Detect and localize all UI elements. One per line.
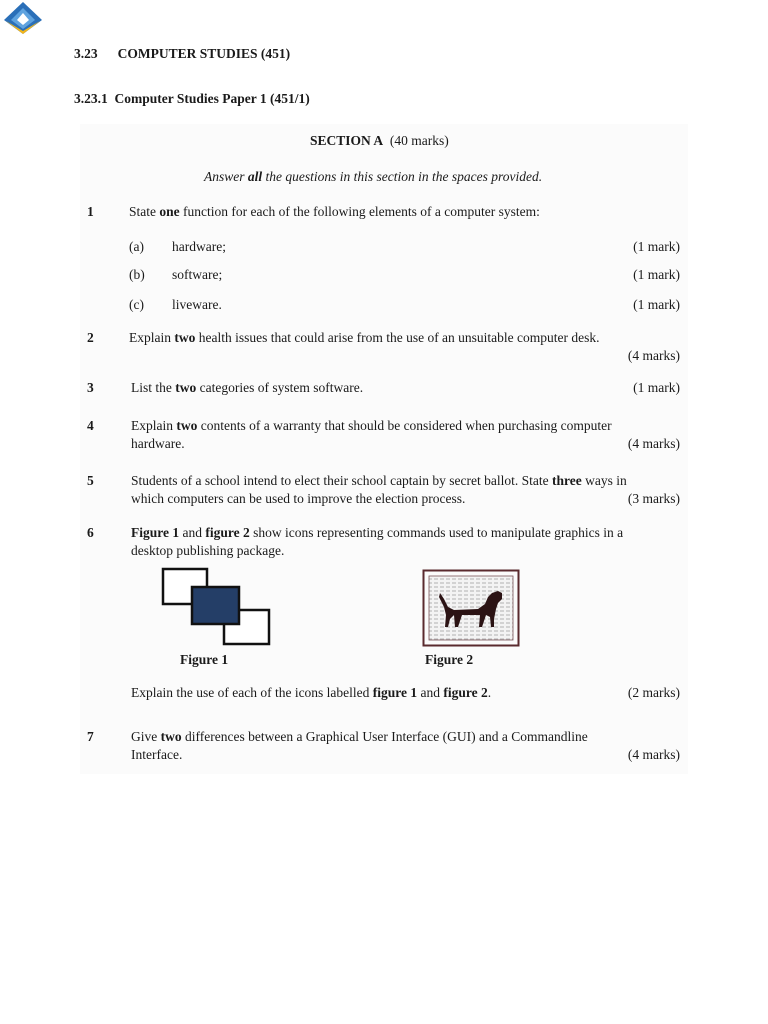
bring-to-front-icon <box>160 566 272 648</box>
question-text: Explain the use of each of the icons labelled figure 1 and figure 2. <box>131 685 492 700</box>
part-text: liveware. <box>172 297 222 312</box>
question-text: Explain two health issues that could arise from the use of an unsuitable computer desk. <box>129 330 600 345</box>
marks-label: (1 mark) <box>633 297 680 312</box>
question-text-line2: hardware. <box>131 436 185 451</box>
question-text-line2: desktop publishing package. <box>131 543 285 558</box>
marks-label: (4 marks) <box>627 348 680 363</box>
part-label: (c) <box>129 297 144 312</box>
section-heading <box>74 46 290 62</box>
section-a-heading <box>310 133 449 149</box>
question-text: State one function for each of the following elements of a computer system: <box>129 204 540 219</box>
question-number: 6 <box>87 525 94 540</box>
question-text: Students of a school intend to elect their school captain by secret ballot. State three ways in <box>131 473 627 488</box>
part-label: (a) <box>129 239 144 254</box>
knec-diamond-logo-icon <box>2 0 44 36</box>
part-text: software; <box>172 267 223 282</box>
section-title: COMPUTER STUDIES (451) <box>117 46 291 61</box>
figure-2-label: Figure 2 <box>425 652 474 667</box>
question-number: 2 <box>87 330 94 345</box>
question-text: Figure 1 and figure 2 show icons representing commands used to manipulate graphics in a <box>131 525 624 540</box>
paper-title: Computer Studies Paper 1 (451/1) <box>114 91 310 106</box>
marks-label: (4 marks) <box>627 436 680 451</box>
question-text-line2: Interface. <box>131 747 183 762</box>
marks-label: (4 marks) <box>627 747 680 762</box>
section-a-instruction: Answer all the questions in this section in the spaces provided. <box>204 169 543 184</box>
section-number: 3.23 <box>74 46 98 61</box>
marks-label: (1 mark) <box>633 380 680 395</box>
question-text: Explain two contents of a warranty that should be considered when purchasing computer <box>131 418 612 433</box>
paper-number: 3.23.1 <box>74 91 108 106</box>
marks-label: (3 marks) <box>627 491 680 506</box>
paper-heading <box>74 91 310 107</box>
question-text: List the two categories of system software. <box>131 380 364 395</box>
dog-picture-in-frame-icon <box>422 569 520 647</box>
part-text: hardware; <box>172 239 226 254</box>
question-text: Give two differences between a Graphical User Interface (GUI) and a Commandline <box>131 729 588 744</box>
part-label: (b) <box>129 267 145 282</box>
question-number: 7 <box>87 729 94 744</box>
marks-label: (2 marks) <box>627 685 680 700</box>
marks-label: (1 mark) <box>633 267 680 282</box>
figure-1-label: Figure 1 <box>180 652 229 667</box>
question-number: 5 <box>87 473 94 488</box>
question-number: 4 <box>87 418 94 433</box>
marks-label: (1 mark) <box>633 239 680 254</box>
section-a-marks: (40 marks) <box>389 133 449 148</box>
question-number: 3 <box>87 380 94 395</box>
section-a-title: SECTION A <box>310 133 384 148</box>
question-text-line2: which computers can be used to improve the election process. <box>131 491 466 506</box>
question-number: 1 <box>87 204 94 219</box>
